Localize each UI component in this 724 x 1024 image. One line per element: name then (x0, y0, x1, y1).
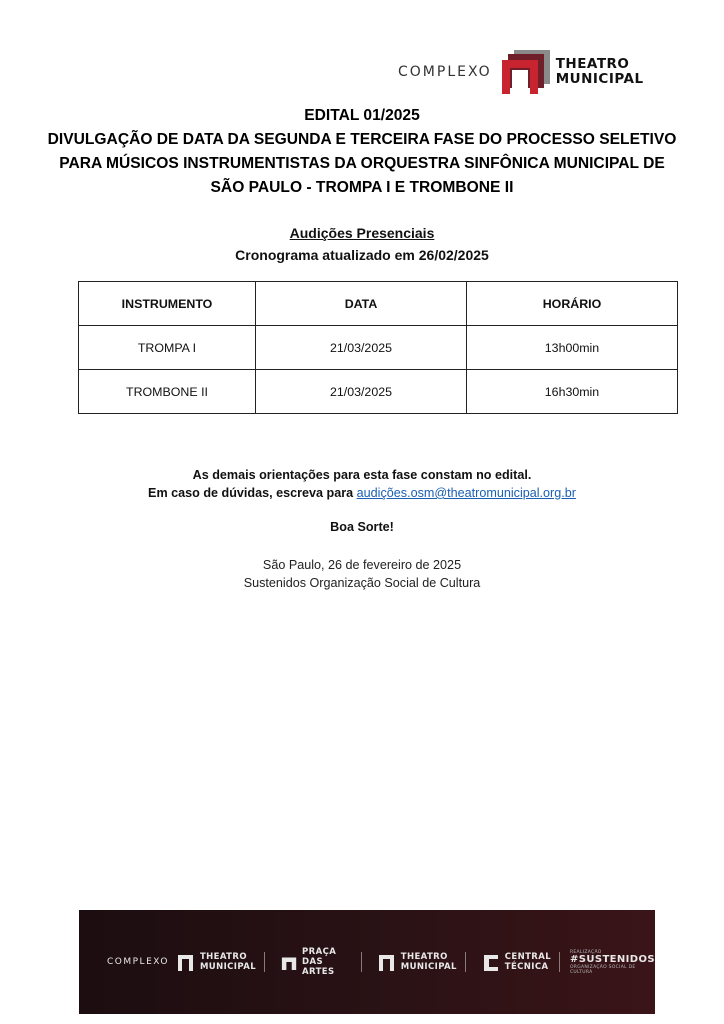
footer-divider (559, 952, 560, 972)
time-cell: 16h30min (467, 370, 678, 414)
table-row (79, 326, 678, 370)
theatro-municipal-wordmark: THEATRO MUNICIPAL (555, 56, 644, 87)
title-line: DIVULGAÇÃO DE DATA DA SEGUNDA E TERCEIRA FASE DO PROCESSO SELETIVO (47, 131, 677, 148)
footer-banner (79, 910, 655, 1014)
footer-theatro-municipal-logo: THEATRO MUNICIPAL (177, 952, 256, 972)
sustenidos-wordmark: #SUSTENIDOS (569, 953, 656, 965)
organization-name: Sustenidos Organização Social de Cultura (243, 576, 481, 590)
date-cell: 21/03/2025 (256, 326, 467, 370)
footer-praca-das-artes-logo: PRAÇA DAS ARTES (281, 947, 353, 977)
schedule-table (78, 281, 678, 414)
place-date: São Paulo, 26 de fevereiro de 2025 (262, 558, 462, 572)
realizacao-label: REALIZAÇÃO (569, 949, 602, 955)
footer-divider (264, 952, 265, 972)
schedule-updated: Cronograma atualizado em 26/02/2025 (235, 247, 489, 263)
footer-complexo: COMPLEXO (107, 957, 169, 967)
footer-theatro-municipal-logo-2: THEATRO MUNICIPAL (378, 952, 457, 972)
schedule-subtitle (0, 222, 724, 266)
instrument-cell: TROMBONE II (79, 370, 256, 414)
edital-number: EDITAL 01/2025 (304, 107, 420, 124)
theatro-municipal-logo-icon (500, 50, 550, 94)
instructions-line: As demais orientações para esta fase constam no edital. (192, 468, 532, 482)
theatro-municipal-icon (378, 953, 396, 971)
central-tecnica-icon (482, 953, 500, 971)
instrument-cell: TROMPA I (79, 326, 256, 370)
column-header: HORÁRIO (467, 282, 678, 326)
footer-divider (465, 952, 466, 972)
good-luck-text: Boa Sorte! (330, 520, 394, 534)
praca-das-artes-icon (281, 953, 297, 971)
table-header-row (79, 282, 678, 326)
title-line: PARA MÚSICOS INSTRUMENTISTAS DA ORQUESTRA SINFÔNICA MUNICIPAL DE (59, 155, 665, 172)
theatro-municipal-icon (177, 953, 195, 971)
header-logo (398, 50, 644, 94)
complexo-wordmark: COMPLEXO (398, 64, 492, 80)
instructions (0, 466, 724, 502)
time-cell: 13h00min (467, 326, 678, 370)
footer-central-tecnica-logo: CENTRAL TÉCNICA (482, 952, 551, 972)
contact-line: Em caso de dúvidas, escreva para audições.osm@theatromunicipal.org.br (148, 486, 576, 500)
document-title (0, 104, 724, 200)
date-cell: 21/03/2025 (256, 370, 467, 414)
title-line: SÃO PAULO - TROMPA I E TROMBONE II (210, 179, 514, 196)
footer-sustenidos-logo (570, 950, 655, 975)
sustenidos-subtitle: ORGANIZAÇÃO SOCIAL DE CULTURA (569, 964, 636, 975)
auditions-heading: Audições Presenciais (289, 225, 435, 241)
signature-block (0, 556, 724, 592)
footer-divider (361, 952, 362, 972)
contact-email-link[interactable]: audições.osm@theatromunicipal.org.br (356, 486, 576, 500)
column-header: INSTRUMENTO (79, 282, 256, 326)
column-header: DATA (256, 282, 467, 326)
table-row (79, 370, 678, 414)
